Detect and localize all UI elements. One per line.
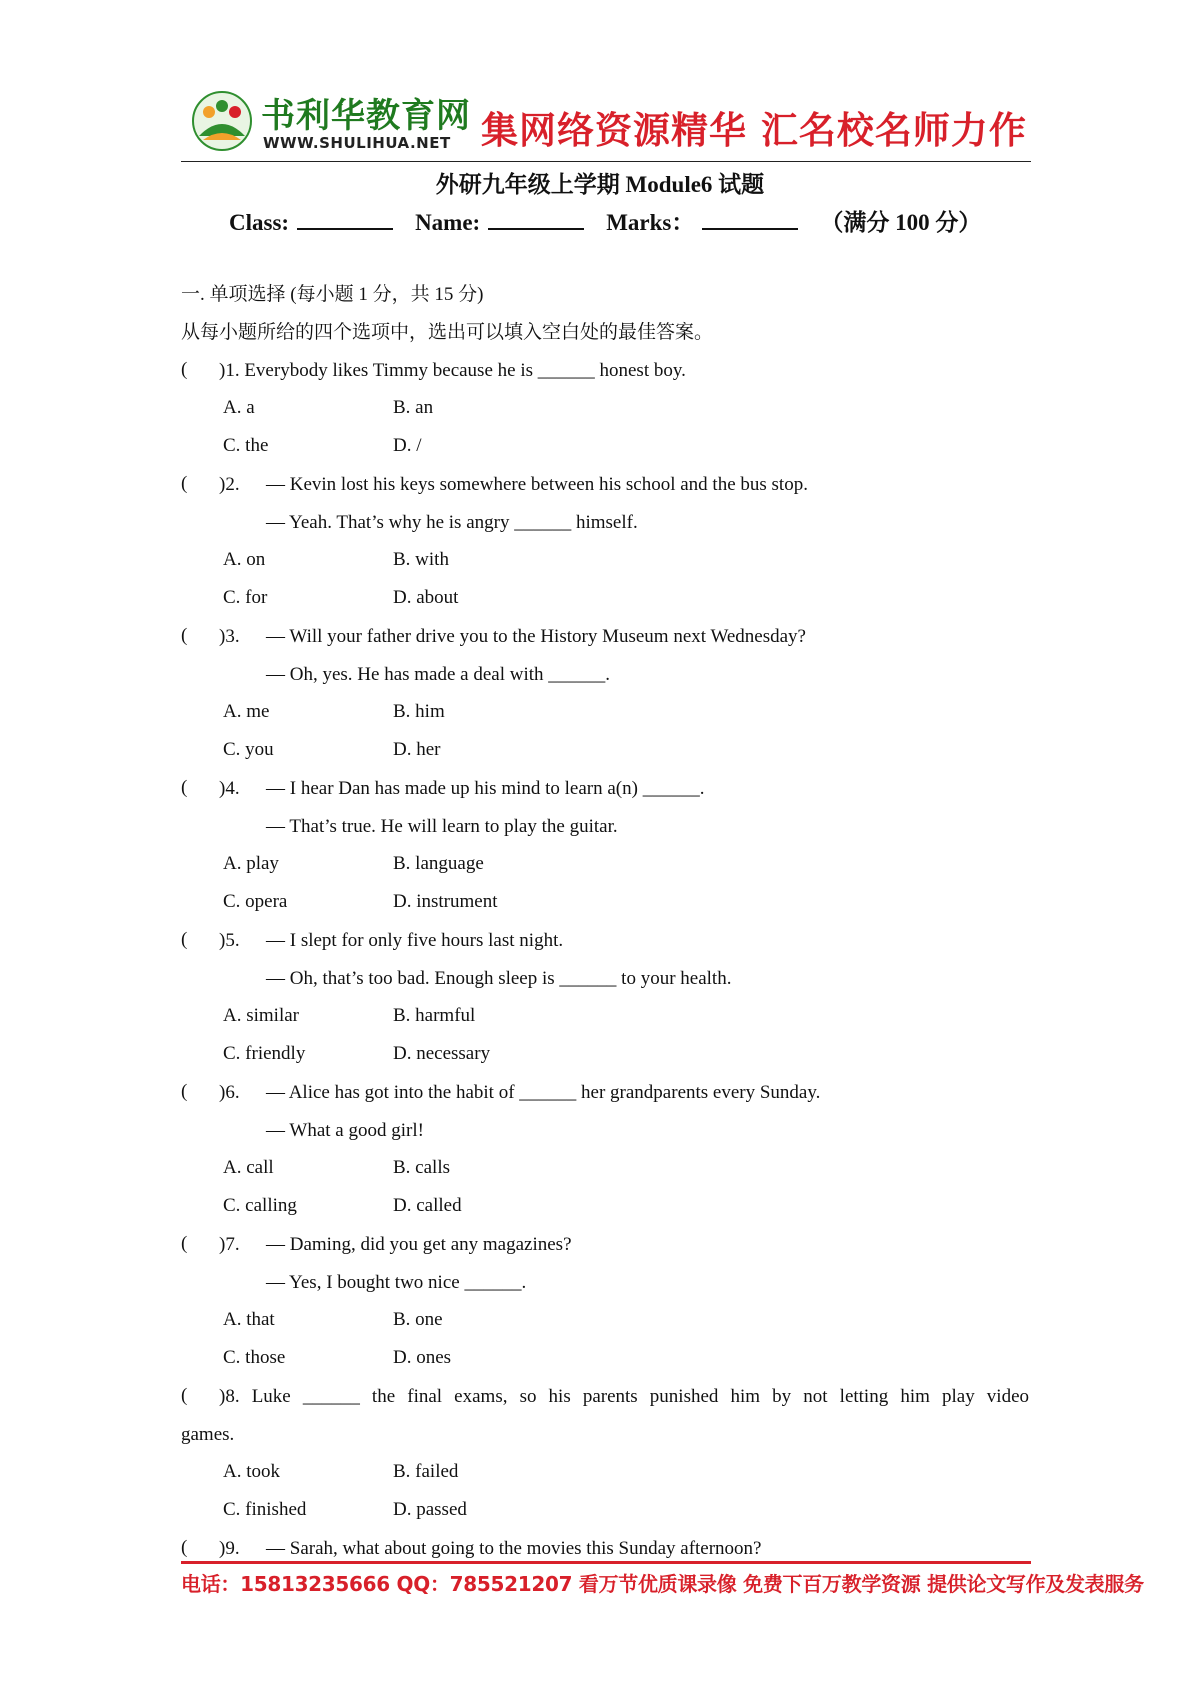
option-a: A. a — [223, 397, 255, 418]
option-c: C. the — [223, 435, 269, 456]
question-6-line-1: — Alice has got into the habit of ______ her grandparents every Sunday. — [266, 1082, 821, 1103]
option-c: C. those — [223, 1347, 286, 1368]
class-label: Class: — [229, 210, 290, 235]
site-header — [181, 86, 1031, 156]
option-a: A. play — [223, 853, 279, 874]
footer-divider — [181, 1561, 1031, 1564]
answer-paren: ( — [181, 929, 188, 950]
answer-paren: ( — [181, 359, 188, 380]
option-b: B. harmful — [393, 1005, 476, 1026]
option-d: D. her — [393, 739, 441, 760]
section-heading: 一. 单项选择 (每小题 1 分，共 15 分) — [181, 284, 484, 305]
answer-paren: ( — [181, 1537, 188, 1558]
question-6-line-2: — What a good girl! — [266, 1120, 424, 1141]
option-d: D. ones — [393, 1347, 452, 1368]
option-d: D. instrument — [393, 891, 498, 912]
question-number: )3. — [219, 626, 240, 647]
option-a: A. that — [223, 1309, 275, 1330]
question-7-line-1: — Daming, did you get any magazines? — [266, 1234, 572, 1255]
question-text: Everybody likes Timmy because he is ______ honest boy. — [244, 360, 686, 381]
full-score-note: （满分 100 分） — [820, 210, 982, 235]
question-4-line-1: — I hear Dan has made up his mind to learn a(n) ______. — [266, 778, 705, 799]
name-blank — [488, 208, 584, 230]
question-8-line-2: games. — [181, 1424, 235, 1445]
question-number: )6. — [219, 1082, 240, 1103]
option-a: A. me — [223, 701, 270, 722]
question-8-line-1 — [219, 1385, 1029, 1409]
logo-icon — [191, 90, 253, 152]
student-info-line — [229, 204, 981, 237]
option-b: B. calls — [393, 1157, 450, 1178]
answer-paren: ( — [181, 777, 188, 798]
question-7-line-2: — Yes, I bought two nice ______. — [266, 1272, 527, 1293]
brand-name: 书利华教育网 — [261, 96, 471, 136]
question-3-line-1: — Will your father drive you to the History Museum next Wednesday? — [266, 626, 806, 647]
option-d: D. called — [393, 1195, 462, 1216]
question-3-line-2: — Oh, yes. He has made a deal with ______. — [266, 664, 611, 685]
option-a: A. call — [223, 1157, 274, 1178]
option-b: B. him — [393, 701, 445, 722]
question-2-line-2: — Yeah. That’s why he is angry ______ himself. — [266, 512, 638, 533]
option-c: C. friendly — [223, 1043, 306, 1064]
option-d: D. passed — [393, 1499, 467, 1520]
class-blank — [297, 208, 393, 230]
question-number: )5. — [219, 930, 240, 951]
question-number: )2. — [219, 474, 240, 495]
option-b: B. failed — [393, 1461, 459, 1482]
answer-paren: ( — [181, 625, 188, 646]
option-d: D. / — [393, 435, 422, 456]
option-a: A. similar — [223, 1005, 299, 1026]
answer-paren: ( — [181, 1233, 188, 1254]
answer-paren: ( — [181, 1385, 188, 1406]
question-text: Luke ______ the final exams, so his parents punished him by not letting him play video — [251, 1386, 1030, 1407]
name-label: Name: — [415, 210, 481, 235]
option-b: B. one — [393, 1309, 443, 1330]
header-divider — [181, 161, 1031, 162]
exam-title: 外研九年级上学期 Module6 试题 — [435, 172, 765, 197]
question-4-line-2: — That’s true. He will learn to play the guitar. — [266, 816, 618, 837]
option-d: D. necessary — [393, 1043, 491, 1064]
option-c: C. you — [223, 739, 274, 760]
option-d: D. about — [393, 587, 459, 608]
option-a: A. took — [223, 1461, 280, 1482]
question-5-line-2: — Oh, that’s too bad. Enough sleep is ______ to your health. — [266, 968, 732, 989]
brand-url: WWW.SHULIHUA.NET — [263, 134, 451, 152]
question-number: )1. — [219, 360, 240, 381]
marks-label: Marks： — [606, 210, 695, 235]
question-1 — [219, 359, 686, 383]
question-2-line-1: — Kevin lost his keys somewhere between his school and the bus stop. — [266, 474, 808, 495]
option-b: B. language — [393, 853, 484, 874]
question-number: )9. — [219, 1538, 240, 1559]
option-c: C. opera — [223, 891, 288, 912]
question-number: )8. — [219, 1386, 240, 1407]
option-a: A. on — [223, 549, 266, 570]
option-c: C. calling — [223, 1195, 297, 1216]
answer-paren: ( — [181, 473, 188, 494]
question-5-line-1: — I slept for only five hours last night. — [266, 930, 564, 951]
question-number: )4. — [219, 778, 240, 799]
option-c: C. for — [223, 587, 268, 608]
question-number: )7. — [219, 1234, 240, 1255]
answer-paren: ( — [181, 1081, 188, 1102]
section-instruction: 从每小题所给的四个选项中，选出可以填入空白处的最佳答案。 — [181, 322, 714, 343]
header-slogan: 集网络资源精华 汇名校名师力作 — [481, 109, 1027, 152]
option-b: B. with — [393, 549, 449, 570]
marks-blank — [702, 208, 798, 230]
footer-contact: 电话：15813235666 QQ：785521207 看万节优质课录像 免费下百万教学资源 提供论文写作及发表服务 — [181, 1572, 1144, 1596]
option-b: B. an — [393, 397, 434, 418]
option-c: C. finished — [223, 1499, 307, 1520]
question-9-line-1: — Sarah, what about going to the movies this Sunday afternoon? — [266, 1538, 762, 1559]
